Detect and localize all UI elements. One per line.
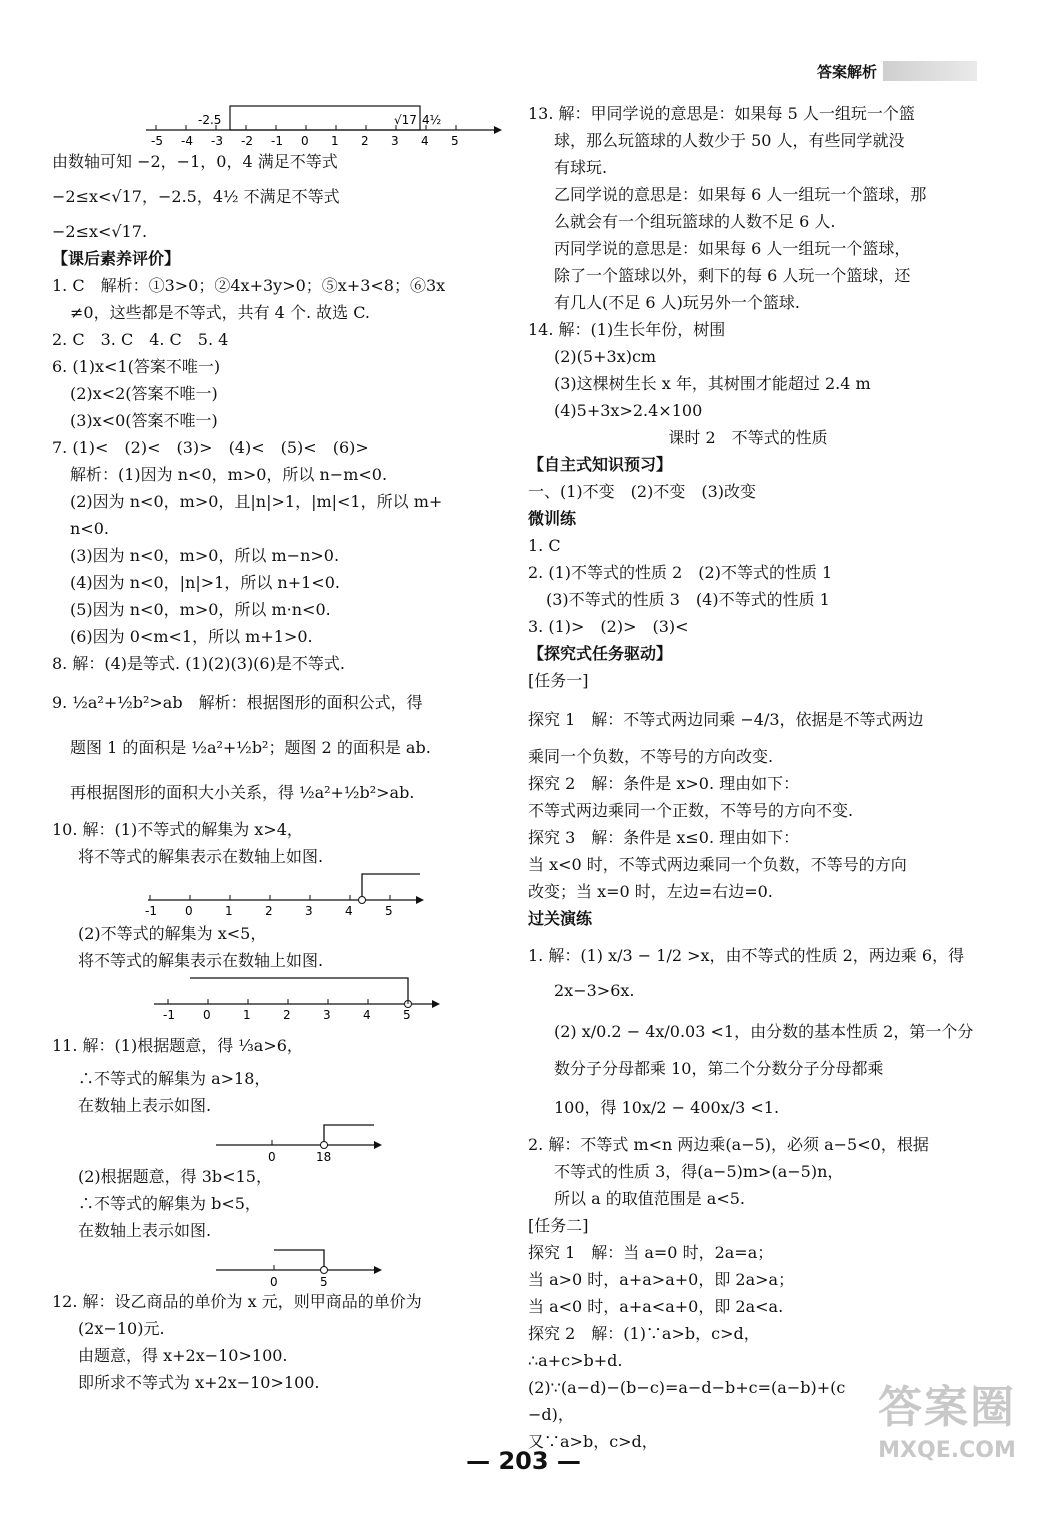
number-line-11a (212, 1119, 382, 1163)
q10-line-1: 10. 解：(1)不等式的解集为 x>4， (52, 820, 303, 839)
nl10a-label: 3 (305, 904, 313, 918)
header-title: 答案解析 (817, 62, 878, 81)
q2-5: 2. C 3. C 4. C 5. 4 (52, 330, 229, 349)
number-line-1 (142, 100, 502, 148)
q14-line-4: (4)5+3x>2.4×100 (554, 401, 703, 420)
q7-line-4: n<0. (70, 519, 109, 538)
q7-line-2: 解析：(1)因为 n<0，m>0，所以 n−m<0. (70, 465, 388, 484)
q14-line-1: 14. 解：(1)生长年份，树围 (528, 320, 726, 339)
nl10a-label: -1 (145, 904, 157, 918)
nl1-label: 5 (451, 134, 459, 148)
q7-line-6: (4)因为 n<0，|n|>1，所以 n+1<0. (70, 573, 340, 592)
nl10b-label: 3 (323, 1008, 331, 1022)
micro-training-title: 微训练 (528, 509, 577, 528)
nl1-label: -2 (241, 134, 253, 148)
nl10b-label: 5 (403, 1008, 411, 1022)
intro-line-1: 由数轴可知 −2，−1，0，4 满足不等式 (52, 152, 338, 171)
section-explore: 【探究式任务驱动】 (528, 644, 673, 663)
nl10b-label: 0 (203, 1008, 211, 1022)
section-after-class: 【课后素养评价】 (52, 249, 181, 268)
watermark (867, 1378, 1027, 1518)
nl11b-label-0: 0 (270, 1275, 278, 1288)
q13-line-6: 丙同学说的意思是：如果每 6 人一组玩一个篮球， (554, 239, 911, 258)
intro-line-2: −2≤x<√17，−2.5，4½ 不满足不等式 (52, 187, 340, 206)
task1-line-7: 改变；当 x=0 时，左边=右边=0. (528, 882, 773, 901)
page-number: — 203 — (466, 1447, 581, 1475)
nl10a-label: 5 (385, 904, 393, 918)
practice-title: 过关演练 (528, 909, 593, 928)
task1-line-2: 乘同一个负数，不等号的方向改变. (528, 747, 774, 766)
practice-1e: 100，得 10x/2 − 400x/3 <1. (554, 1098, 780, 1117)
q11-line-2: ∴不等式的解集为 a>18， (78, 1069, 271, 1088)
q12-line-3: 由题意，得 x+2x−10>100. (78, 1346, 288, 1365)
nl11b-label-5: 5 (320, 1275, 328, 1288)
number-line-10b (150, 974, 440, 1024)
q1-line-2: ≠0，这些都是不等式，共有 4 个. 故选 C. (70, 303, 370, 322)
nl1-label: -4 (181, 134, 193, 148)
number-line-10a (144, 870, 424, 920)
task-one-title: [任务一] (528, 671, 589, 690)
practice-2c: 所以 a 的取值范围是 a<5. (554, 1189, 746, 1208)
right-column (528, 100, 974, 1455)
practice-1c: (2) x/0.2 − 4x/0.03 <1，由分数的基本性质 2，第一个分 (554, 1022, 974, 1041)
page-header (817, 58, 977, 84)
q10-line-4: 将不等式的解集表示在数轴上如图. (78, 951, 324, 970)
intro-line-3: −2≤x<√17. (52, 222, 148, 241)
nl1-label: 2 (361, 134, 369, 148)
nl10a-label: 2 (265, 904, 273, 918)
q9-line-2: 题图 1 的面积是 ½a²+½b²；题图 2 的面积是 ab. (70, 738, 431, 757)
nl11a-label-0: 0 (268, 1150, 276, 1163)
number-line-11b (212, 1244, 382, 1288)
micro-3: 3. (1)> (2)> (3)< (528, 617, 689, 636)
task2-line-1: 探究 1 解：当 a=0 时，2a=a； (528, 1243, 774, 1262)
q12-line-1: 12. 解：设乙商品的单价为 x 元，则甲商品的单价为 (52, 1292, 422, 1311)
q13-line-1: 13. 解：甲同学说的意思是：如果每 5 人一组玩一个篮 (528, 104, 915, 123)
nl1-label: 3 (391, 134, 399, 148)
q11-line-5: ∴不等式的解集为 b<5， (78, 1194, 261, 1213)
watermark-top: 答案圈 (878, 1382, 1016, 1433)
q13-line-3: 有球玩. (554, 158, 608, 177)
nl1-label: -1 (271, 134, 283, 148)
q13-line-4: 乙同学说的意思是：如果每 6 人一组玩一个篮球，那 (554, 185, 927, 204)
nl1-label: 1 (331, 134, 339, 148)
q7-line-8: (6)因为 0<m<1，所以 m+1>0. (70, 627, 313, 646)
q13-line-5: 么就会有一个组玩篮球的人数不足 6 人. (554, 212, 836, 231)
nl10a-label: 0 (185, 904, 193, 918)
lesson-title: 课时 2 不等式的性质 (668, 428, 828, 447)
preview-answers: 一、(1)不变 (2)不变 (3)改变 (528, 482, 756, 501)
task2-line-8: 又∵a>b，c>d， (528, 1432, 658, 1451)
q12-line-4: 即所求不等式为 x+2x−10>100. (78, 1373, 320, 1392)
nl1-label: 4 (421, 134, 429, 148)
task-two-title: [任务二] (528, 1216, 589, 1235)
nl10a-label: 1 (225, 904, 233, 918)
micro-2: 2. (1)不等式的性质 2 (2)不等式的性质 1 (528, 563, 833, 582)
section-preview: 【自主式知识预习】 (528, 455, 673, 474)
q11-line-4: (2)根据题意，得 3b<15， (78, 1167, 272, 1186)
q9-line-1: 9. ½a²+½b²>ab 解析：根据图形的面积公式，得 (52, 693, 423, 712)
q6-line-1: 6. (1)x<1(答案不唯一) (52, 357, 221, 376)
task2-line-5: ∴a+c>b+d. (528, 1351, 623, 1370)
micro-1: 1. C (528, 536, 561, 555)
nl10b-label: -1 (163, 1008, 175, 1022)
q8: 8. 解：(4)是等式. (1)(2)(3)(6)是不等式. (52, 654, 345, 673)
left-column (52, 100, 500, 1396)
mark-sqrt17: √17 (394, 113, 417, 127)
micro-2b: (3)不等式的性质 3 (4)不等式的性质 1 (546, 590, 830, 609)
q13-line-8: 有几人(不足 6 人)玩另外一个篮球. (554, 293, 800, 312)
nl1-label: 0 (301, 134, 309, 148)
nl11a-label-18: 18 (316, 1150, 332, 1163)
q6-line-2: (2)x<2(答案不唯一) (70, 384, 218, 403)
q7-line-5: (3)因为 n<0，m>0，所以 m−n>0. (70, 546, 340, 565)
q10-line-3: (2)不等式的解集为 x<5， (78, 924, 267, 943)
watermark-bottom: MXQE.COM (878, 1438, 1016, 1463)
nl10a-label: 4 (345, 904, 353, 918)
q7-line-1: 7. (1)< (2)< (3)> (4)< (5)< (6)> (52, 438, 369, 457)
task1-line-5: 探究 3 解：条件是 x≤0. 理由如下： (528, 828, 800, 847)
mark-4half: 4½ (422, 113, 442, 127)
q7-line-3: (2)因为 n<0，m>0，且|n|>1，|m|<1，所以 m+ (70, 492, 443, 511)
q10-line-2: 将不等式的解集表示在数轴上如图. (78, 847, 324, 866)
nl1-label: -3 (211, 134, 223, 148)
q11-line-1: 11. 解：(1)根据题意，得 ⅓a>6， (52, 1036, 303, 1055)
practice-1a: 1. 解：(1) x/3 − 1/2 >x，由不等式的性质 2，两边乘 6，得 (528, 946, 965, 965)
q11-line-3: 在数轴上表示如图. (78, 1096, 212, 1115)
practice-2a: 2. 解：不等式 m<n 两边乘(a−5)，必须 a−5<0，根据 (528, 1135, 929, 1154)
practice-2b: 不等式的性质 3，得(a−5)m>(a−5)n， (554, 1162, 844, 1181)
q7-line-7: (5)因为 n<0，m>0，所以 m·n<0. (70, 600, 331, 619)
q13-line-7: 除了一个篮球以外，剩下的每 6 人玩一个篮球，还 (554, 266, 911, 285)
q6-line-3: (3)x<0(答案不唯一) (70, 411, 218, 430)
task2-line-7: −d)， (528, 1405, 574, 1424)
task1-line-1: 探究 1 解：不等式两边同乘 −4/3，依据是不等式两边 (528, 710, 924, 729)
nl1-label: -5 (151, 134, 163, 148)
q13-line-2: 球，那么玩篮球的人数少于 50 人，有些同学就没 (554, 131, 905, 150)
mark-neg2-5: -2.5 (198, 113, 222, 127)
task1-line-3: 探究 2 解：条件是 x>0. 理由如下： (528, 774, 800, 793)
task2-line-4: 探究 2 解：(1)∵a>b，c>d， (528, 1324, 760, 1343)
nl10b-label: 1 (243, 1008, 251, 1022)
task1-line-6: 当 x<0 时，不等式两边乘同一个负数，不等号的方向 (528, 855, 907, 874)
q9-line-3: 再根据图形的面积大小关系，得 ½a²+½b²>ab. (70, 783, 415, 802)
practice-1b: 2x−3>6x. (554, 981, 635, 1000)
header-bar (883, 61, 977, 81)
task2-line-6: (2)∵(a−d)−(b−c)=a−d−b+c=(a−b)+(c (528, 1378, 846, 1397)
practice-1d: 数分子分母都乘 10，第二个分数分子分母都乘 (554, 1059, 884, 1078)
q1-line-1: 1. C 解析：①3>0；②4x+3y>0；⑤x+3<8；⑥3x (52, 276, 446, 295)
q12-line-2: (2x−10)元. (78, 1319, 165, 1338)
q11-line-6: 在数轴上表示如图. (78, 1221, 212, 1240)
nl10b-label: 4 (363, 1008, 371, 1022)
task1-line-4: 不等式两边乘同一个正数，不等号的方向不变. (528, 801, 854, 820)
task2-line-2: 当 a>0 时，a+a>a+0，即 2a>a； (528, 1270, 795, 1289)
q14-line-3: (3)这棵树生长 x 年，其树围才能超过 2.4 m (554, 374, 871, 393)
q14-line-2: (2)(5+3x)cm (554, 347, 657, 366)
task2-line-3: 当 a<0 时，a+a<a+0，即 2a<a. (528, 1297, 784, 1316)
nl10b-label: 2 (283, 1008, 291, 1022)
